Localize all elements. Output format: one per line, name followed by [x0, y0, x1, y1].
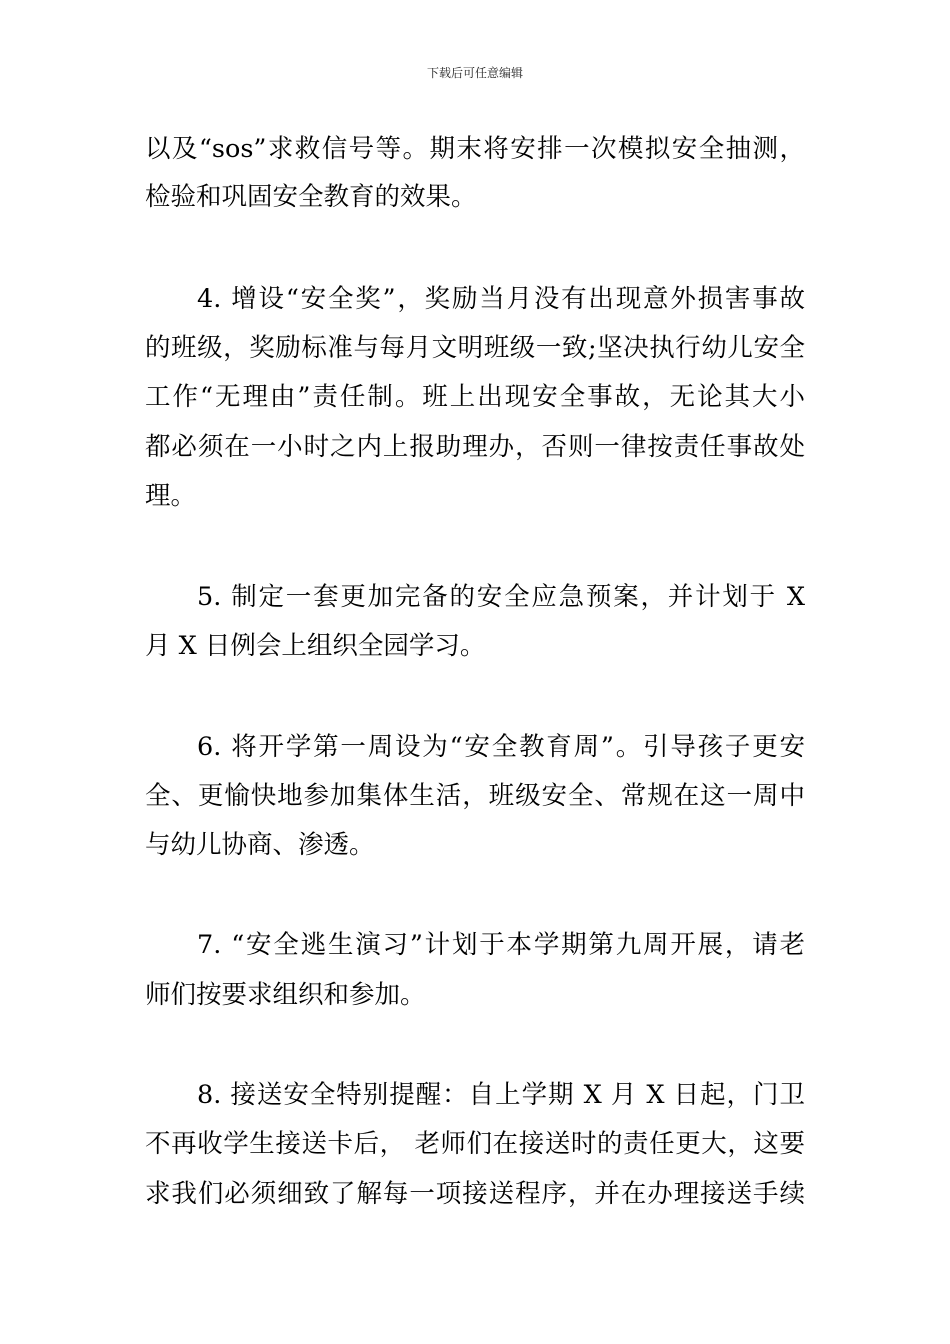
text-line: 都必须在一小时之内上报助理办，否则一律按责任事故处 — [145, 432, 805, 462]
text-line: 求我们必须细致了解每一项接送程序，并在办理接送手续 — [145, 1179, 805, 1209]
text-line: 师们按要求组织和参加。 — [145, 980, 426, 1010]
text-line: 以及“sos”求救信号等。期末将安排一次模拟安全抽测， — [145, 134, 805, 164]
text-line: 6. 将开学第一周设为“安全教育周”。引导孩子更安 — [197, 732, 805, 762]
text-line: 工作“无理由”责任制。班上出现安全事故，无论其大小 — [145, 382, 805, 412]
text-line: 全、更愉快地参加集体生活，班级安全、常规在这一周中 — [145, 781, 805, 811]
text-line: 检验和巩固安全教育的效果。 — [145, 182, 477, 212]
text-line: 理。 — [145, 481, 197, 511]
text-line: 不再收学生接送卡后， 老师们在接送时的责任更大，这要 — [145, 1129, 805, 1159]
text-line: 的班级，奖励标准与每月文明班级一致;坚决执行幼儿安全 — [145, 333, 805, 363]
text-line: 月 X 日例会上组织全园学习。 — [145, 631, 486, 661]
text-line: 7. “安全逃生演习”计划于本学期第九周开展，请老 — [197, 930, 805, 960]
text-line: 5. 制定一套更加完备的安全应急预案，并计划于 X — [197, 582, 805, 612]
text-line: 与幼儿协商、渗透。 — [145, 830, 375, 860]
page-header: 下载后可任意编辑 — [426, 66, 523, 80]
text-line: 4. 增设“安全奖”，奖励当月没有出现意外损害事故 — [197, 284, 805, 314]
text-line: 8. 接送安全特别提醒：自上学期 X 月 X 日起，门卫 — [197, 1080, 805, 1110]
